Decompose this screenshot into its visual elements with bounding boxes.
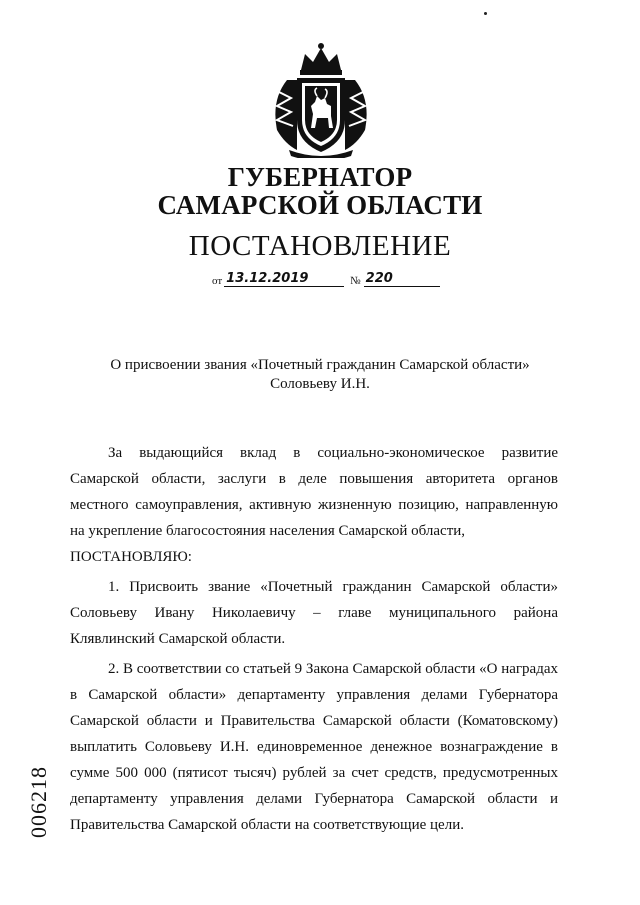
document-type: ПОСТАНОВЛЕНИЕ <box>188 230 452 262</box>
subject-line1: О присвоении звания «Почетный гражданин Самарской области» <box>110 357 530 373</box>
registration-code: 006218 <box>26 766 51 838</box>
scan-mark <box>484 12 487 15</box>
decree-word: ПОСТАНОВЛЯЮ: <box>70 549 192 565</box>
number-label: № <box>350 275 361 287</box>
authority-title-line1: ГУБЕРНАТОР <box>227 162 413 192</box>
item-2-paragraph: 2. В соответствии со статьей 9 Закона Самарской области «О наградах в Самарской области» департаменту управления делами Губернатора Самарской области и Правительства Самарской области (Коматовскому) выплатить Соловьеву И.Н. единовременное денежное вознаграждение в сумме 500 000 (пятисот тысяч) рублей за счет средств, предусмотренных департаменту управления делами Губернатора Самарской области и Правительства Самарской области на соответствующие цели. <box>70 661 558 833</box>
date-label: от <box>212 275 223 287</box>
subject-line2: Соловьеву И.Н. <box>270 376 370 392</box>
date-field: 13.12.2019 <box>224 272 344 287</box>
date-number-line <box>212 272 440 287</box>
subject-heading <box>0 356 640 394</box>
document-body <box>70 440 558 838</box>
item-1-paragraph: 1. Присвоить звание «Почетный гражданин Самарской области» Соловьеву Ивану Николаевичу – главе муниципального района Клявлинский Самарской области. <box>70 579 558 647</box>
number-field: 220 <box>364 272 440 287</box>
authority-title-line2: САМАРСКОЙ ОБЛАСТИ <box>157 190 483 220</box>
preamble-paragraph: За выдающийся вклад в социально-экономическое развитие Самарской области, заслуги в деле повышения авторитета органов местного самоуправления, активную жизненную позицию, направленную на укрепление благосостояния населения Самарской области, ПОСТАНОВЛЯЮ: <box>70 440 558 570</box>
coat-of-arms-icon <box>267 40 375 158</box>
